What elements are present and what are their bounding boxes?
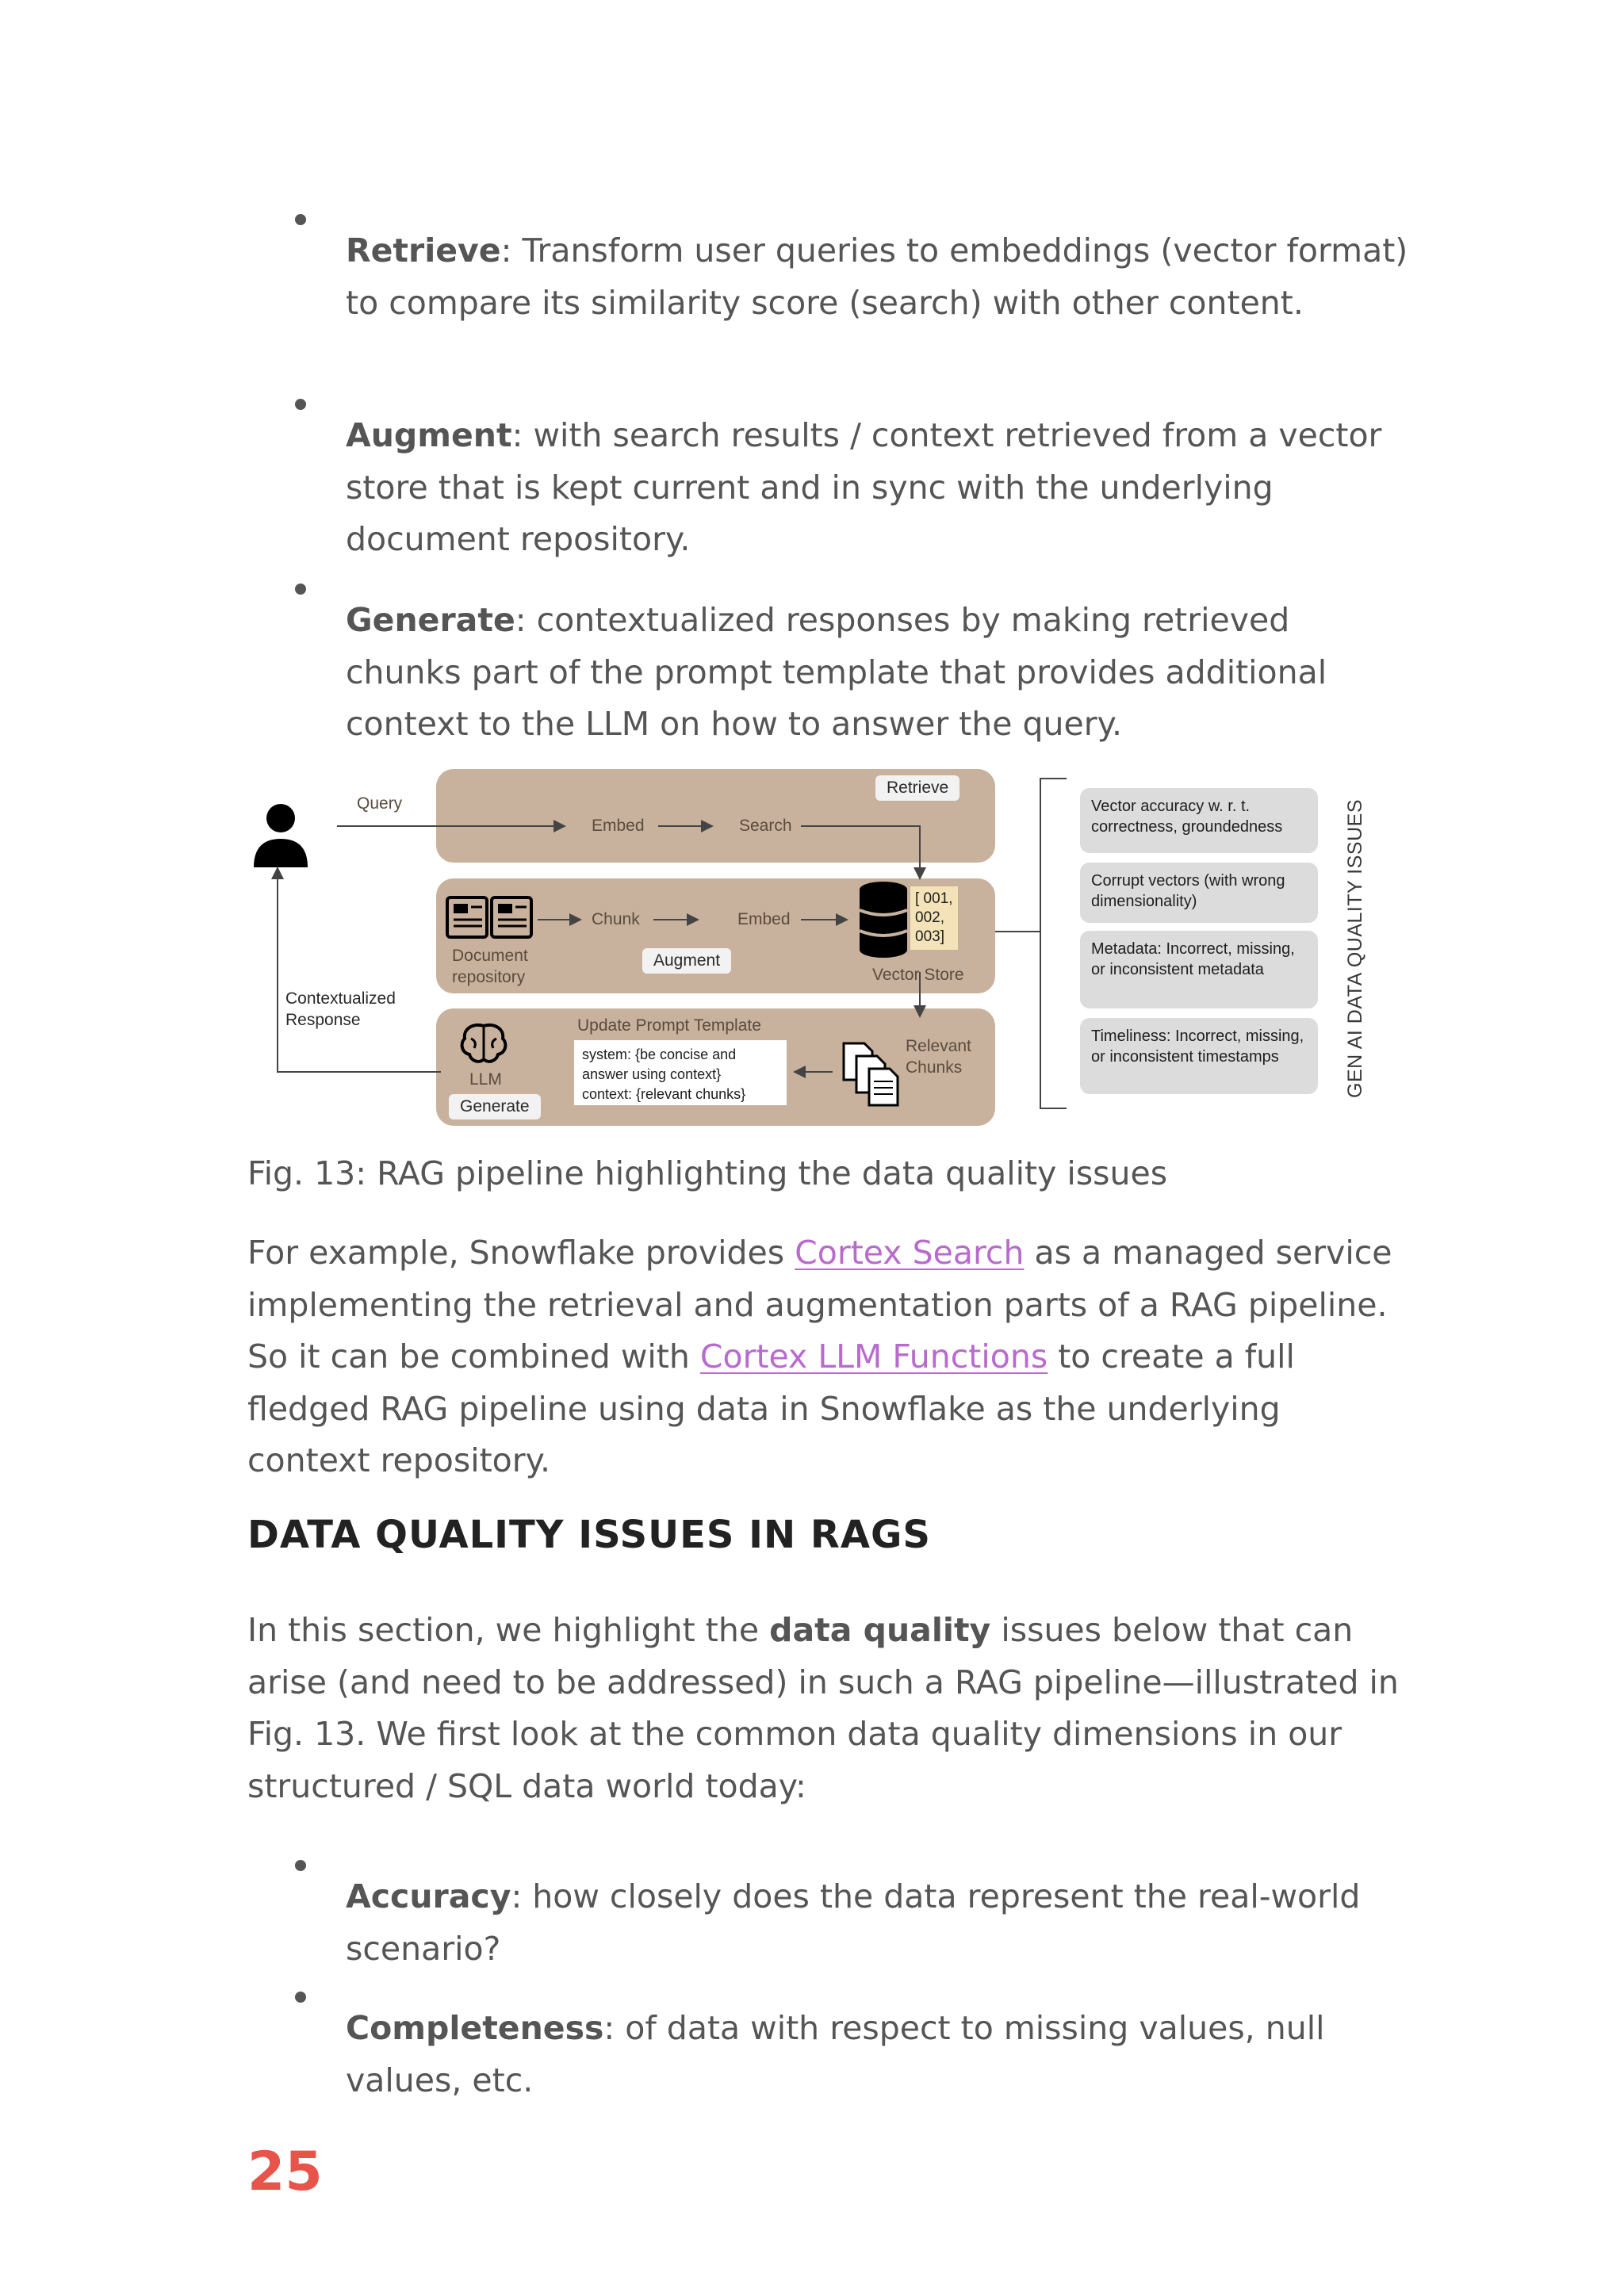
issue-vector-accuracy: Vector accuracy w. r. t. correctness, groundedness xyxy=(1080,788,1318,853)
issue-timeliness: Timeliness: Incorrect, missing, or inconsistent timestamps xyxy=(1080,1018,1318,1094)
text: to create a full fledged RAG pipeline using data in Snowflake as the underlying context repository. xyxy=(247,1337,1295,1479)
document-icon xyxy=(446,896,533,939)
rag-pipeline-figure xyxy=(238,761,1388,1134)
relevant-chunks-icon xyxy=(841,1040,901,1108)
intro-paragraph xyxy=(247,1605,1405,1812)
page-number: 25 xyxy=(247,2141,323,2203)
bullet-generate xyxy=(346,595,1408,751)
bullet-text: : with search results / context retrieved from a vector store that is kept current and in sync with the underlying document repository. xyxy=(346,416,1382,558)
contextualized-response-label: Contextualized Response xyxy=(285,989,396,1029)
issue-metadata: Metadata: Incorrect, missing, or inconsistent metadata xyxy=(1080,931,1318,1008)
text: as a managed service implementing the retrieval and augmentation parts of a RAG pipeline. So it can be combined with xyxy=(247,1234,1392,1376)
embed-label: Embed xyxy=(592,817,645,835)
bullet-text: : contextualized responses by making retrieved chunks part of the prompt template that provides additional context to the LLM on how to answer the query. xyxy=(346,601,1327,743)
relevant-chunks-label: Relevant Chunks xyxy=(906,1037,971,1077)
text: issues below that can arise (and need to be addressed) in such a RAG pipeline—illustrated in Fig. 13. We first look at the common data quality dimensions in our structured / SQL data world today: xyxy=(247,1611,1399,1805)
vector-store-ids: [ 001, 002, 003] xyxy=(910,886,958,950)
cortex-search-link[interactable]: Cortex Search xyxy=(795,1234,1025,1272)
bullet-retrieve xyxy=(346,225,1408,329)
bullet-dot xyxy=(295,1992,306,2003)
text: For example, Snowflake provides xyxy=(247,1234,795,1272)
llm-label: LLM xyxy=(469,1070,502,1089)
bullet-text: : how closely does the data represent the real-world scenario? xyxy=(346,1877,1361,1968)
side-title: GEN AI DATA QUALITY ISSUES xyxy=(1344,798,1366,1098)
document-repository-label: Document repository xyxy=(452,947,528,986)
example-paragraph xyxy=(247,1227,1397,1487)
prompt-template-box: system: {be concise and answer using context} context: {relevant chunks} xyxy=(574,1040,787,1105)
bullet-term: Accuracy xyxy=(346,1877,511,1915)
bullet-term: Completeness xyxy=(346,2009,604,2047)
bullet-text: : of data with respect to missing values, null values, etc. xyxy=(346,2009,1325,2099)
augment-label: Augment xyxy=(642,948,731,974)
text: In this section, we highlight the xyxy=(247,1611,770,1649)
bold-term: data quality xyxy=(769,1611,991,1649)
bullet-augment xyxy=(346,410,1408,566)
update-prompt-label: Update Prompt Template xyxy=(577,1016,761,1035)
bullet-dot xyxy=(295,1860,306,1871)
vector-store-label: Vector Store xyxy=(872,966,964,984)
retrieve-label: Retrieve xyxy=(875,775,959,801)
issue-corrupt-vectors: Corrupt vectors (with wrong dimensionality) xyxy=(1080,863,1318,923)
vector-store-icon xyxy=(858,880,909,959)
bullet-dot xyxy=(295,584,306,595)
search-label: Search xyxy=(739,817,792,835)
bullet-dot xyxy=(295,399,306,410)
bullet-text: : Transform user queries to embeddings (vector format) to compare its similarity score (search) with other content. xyxy=(346,232,1408,322)
bullet-dot xyxy=(295,214,306,225)
bullet-completeness xyxy=(346,2003,1408,2107)
brain-icon xyxy=(458,1021,509,1066)
bullet-accuracy xyxy=(346,1871,1408,1975)
query-label: Query xyxy=(357,794,403,813)
chunk-label: Chunk xyxy=(592,910,640,928)
section-heading: DATA QUALITY ISSUES IN RAGS xyxy=(247,1513,931,1557)
cortex-llm-functions-link[interactable]: Cortex LLM Functions xyxy=(699,1337,1048,1376)
embed-label-2: Embed xyxy=(737,910,791,928)
figure-caption: Fig. 13: RAG pipeline highlighting the data quality issues xyxy=(247,1154,1168,1192)
bullet-term: Generate xyxy=(346,601,515,639)
bullet-term: Retrieve xyxy=(346,232,501,270)
bullet-term: Augment xyxy=(346,416,512,454)
generate-label: Generate xyxy=(449,1094,541,1119)
